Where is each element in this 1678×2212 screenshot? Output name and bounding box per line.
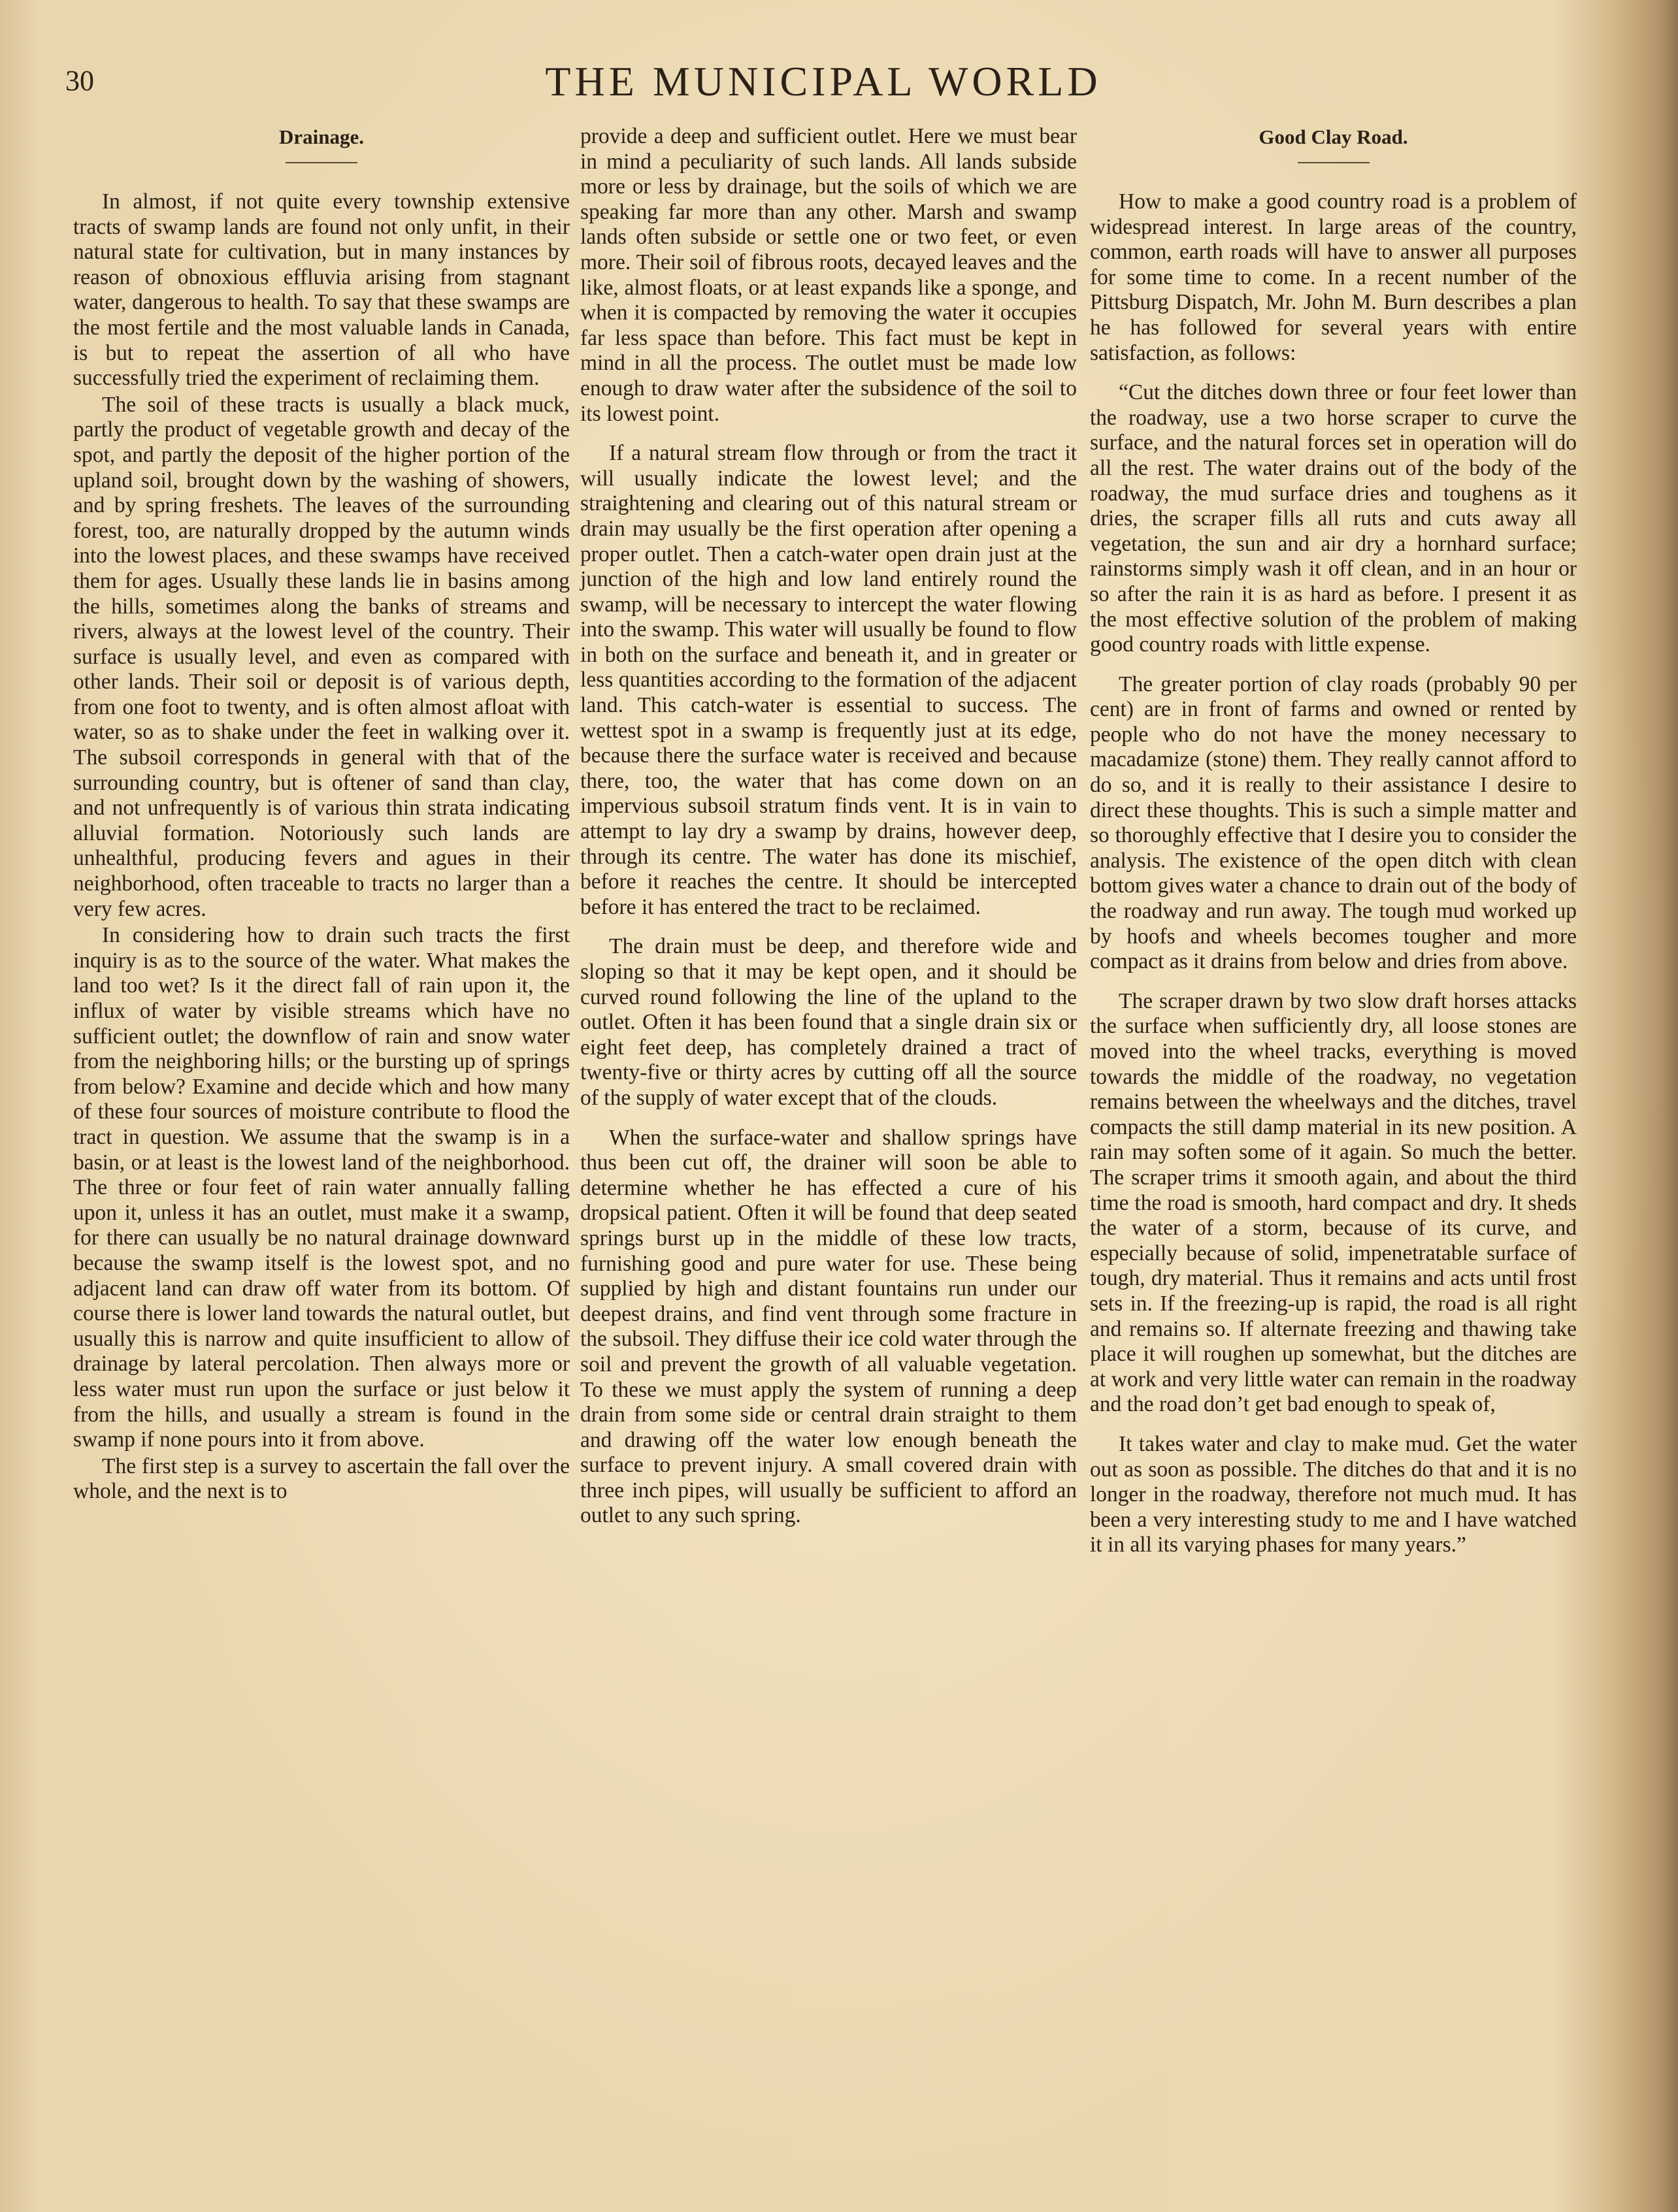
drainage-paragraph: The soil of these tracts is usually a black muck, partly the product of vegetable growth and decay of the spot, and partly the deposit of the higher portion of the upland soil, brought down by the washing of showers, and by spring freshets. The leaves of the surrounding forest, too, are naturally dropped by the autumn winds into the lowest places, and these swamps have received them for ages. Usually these lands lie in basins among the hills, sometimes along the banks of streams and rivers, always at the lowest level of the country. Their surface is usually level, and even as compared with other lands. Their soil or deposit is of various depth, from one foot to twenty, and is often almost afloat with water, so as to shake under the feet in walking over it. The subsoil corresponds in general with that of the surrounding country, but is oftener of sand than clay, and not unfrequently is of various thin strata indicating alluvial formation. Notoriously such lands are unhealthful, producing fevers and agues in their neighborhood, often traceable to tracts no larger than a very few acres. — [73, 392, 570, 921]
drainage-paragraph: In almost, if not quite every township extensive tracts of swamp lands are found not only unfit, in their natural state for cultivation, but in many instances by reason of obnoxious effluvia arising from stagnant water, dangerous to health. To say that these swamps are the most fertile and the most valuable lands in Canada, is but to repeat the assertion of all who have successfully tried the experiment of reclaiming them. — [73, 189, 570, 391]
masthead-title: THE MUNICIPAL WORLD — [545, 58, 1102, 105]
clay-road-paragraph: “Cut the ditches down three or four feet lower than the roadway, use a two horse scraper to curve the surface, and the natural forces set in operation will do all the rest. The water drains out of the body of the roadway, the mud surface dries and toughens as it dries, the scraper fills all ruts and cuts away all vegetation, the sun and air dry a hornhard surface; rainstorms simply wash it off clean, and in an hour or so after the rain it is as hard as before. I present it as the most effective solution of the problem of making good country roads with little expense. — [1090, 380, 1577, 657]
heading-rule — [1298, 162, 1370, 163]
drainage-continuation-paragraph: The drain must be deep, and therefore wide and sloping so that it may be kept open, and it should be curved round following the line of the upland to the outlet. Often it has been found that a single drain six or eight feet deep, has completely drained a tract of twenty-five or thirty acres by cutting off all the source of the supply of water except that of the clouds. — [580, 934, 1077, 1110]
clay-road-paragraph: The greater portion of clay roads (probably 90 per cent) are in front of farms and owned or rented by people who do not have the money necessary to macadamize (stone) them. They really cannot afford to do so, and it is really to their assistance I desire to direct these thoughts. This is such a simple matter and so thoroughly effective that I desire you to consider the analysis. The existence of the open ditch with clean bottom gives water a chance to drain out of the body of the roadway and run away. The tough mud worked up by hoofs and wheels becomes tougher and more compact as it drains from below and dries from above. — [1090, 672, 1577, 974]
column-right — [1090, 124, 1577, 1558]
page-header — [52, 51, 1594, 110]
clay-road-paragraph: How to make a good country road is a problem of widespread interest. In large areas of the country, common, earth roads will have to answer all purposes for some time to come. In a recent number of the Pittsburg Dispatch, Mr. John M. Burn describes a plan he has followed for several years with entire satisfaction, as follows: — [1090, 189, 1577, 365]
clay-road-heading: Good Clay Road. — [1258, 125, 1408, 148]
clay-road-paragraph: It takes water and clay to make mud. Get the water out as soon as possible. The ditches do that and it is no longer in the roadway, therefore not much mud. It has been a very interesting study to me and I have watched it in all its varying phases for many years.” — [1090, 1431, 1577, 1557]
drainage-paragraph: The first step is a survey to ascertain the fall over the whole, and the next is to — [73, 1454, 570, 1504]
column-left — [73, 124, 570, 1504]
drainage-continuation-paragraph: When the surface-water and shallow springs have thus been cut off, the drainer will soon be able to determine whether he has effected a cure of his dropsical patient. Often it will be found that deep seated springs burst up in the middle of these low tracts, furnishing good and pure water for use. These being supplied by high and distant fountains run under our deepest drains, and find vent through some fracture in the subsoil. They diffuse their ice cold water through the soil and prevent the growth of all valuable vegetation. To these we must apply the system of running a deep drain from some side or central drain straight to them and drawing off the water low enough beneath the surface to prevent injury. A small covered drain with three inch pipes, will usually be sufficient to afford an outlet to any such spring. — [580, 1125, 1077, 1528]
heading-rule — [286, 162, 357, 163]
clay-road-paragraph: The scraper drawn by two slow draft horses attacks the surface when sufficiently dry, all loose stones are moved into the wheel tracks, everything is moved towards the middle of the roadway, no vegetation remains between the wheelways and the ditches, travel compacts the still damp material in its new position. A rain may soften some of it again. So much the better. The scraper trims it smooth again, and about the third time the road is smooth, hard compact and dry. It sheds the water of a storm, because of its curve, and especially because of solid, impenetratable surface of tough, dry material. Thus it remains and acts until frost sets in. If the freezing-up is rapid, the road is all right and remains so. If alternate freezing and thawing take place it will roughen up somewhat, but the ditches are at work and very little water can remain in the roadway and the road don’t get bad enough to speak of, — [1090, 988, 1577, 1417]
drainage-heading: Drainage. — [278, 125, 364, 148]
drainage-paragraph: In considering how to drain such tracts the first inquiry is as to the source of the water. What makes the land too wet? Is it the direct fall of rain upon it, the influx of water by visible streams which have no sufficient outlet; the downflow of rain and snow water from the neighboring hills; or the bursting up of springs from below? Examine and decide which and how many of these four sources of moisture contribute to flood the tract in question. We assume that the swamp is in a basin, or at least is the lowest land of the neighborhood. The three or four feet of rain water annually falling upon it, unless it has an outlet, must make it a swamp, for there can usually be no natural drainage downward because the swamp itself is the lowest spot, and no adjacent land can draw off water from its bottom. Of course there is lower land towards the natural outlet, but usually this is narrow and quite insufficient to allow of drainage by lateral percolation. Then always more or less water must run upon the surface or just below it from the hills, and usually a stream is found in the swamp if none pours into it from above. — [73, 923, 570, 1452]
page-number: 30 — [65, 65, 94, 97]
drainage-continuation-paragraph: If a natural stream flow through or from the tract it will usually indicate the lowest level; and the straightening and clearing out of this natural stream or drain may usually be the first operation after opening a proper outlet. Then a catch-water open drain just at the junction of the high and low land entirely round the swamp, will be necessary to intercept the water flowing into the swamp. This water will usually be found to flow in both on the surface and beneath it, and in greater or less quantities according to the formation of the adjacent land. This catch-water is essential to success. The wettest spot in a swamp is frequently just at its edge, because there the surface water is received and because there, too, the water that has come down on an impervious subsoil stratum finds vent. It is in vain to attempt to lay dry a swamp by drains, however deep, through its centre. The water has done its mischief, before it reaches the centre. It should be intercepted before it has entered the tract to be reclaimed. — [580, 441, 1077, 919]
column-middle — [580, 124, 1077, 1529]
drainage-continuation-paragraph: provide a deep and sufficient outlet. Here we must bear in mind a peculiarity of such lands. All lands subside more or less by drainage, but the soils of which we are speaking far more than any other. Marsh and swamp lands often subside or settle one or two feet, or even more. Their soil of fibrous roots, decayed leaves and the like, almost floats, or at least expands like a sponge, and when it is compacted by removing the water it occupies far less space than before. This fact must be kept in mind in all the process. The outlet must be made low enough to draw water after the subsidence of the soil to its lowest point. — [580, 124, 1077, 426]
